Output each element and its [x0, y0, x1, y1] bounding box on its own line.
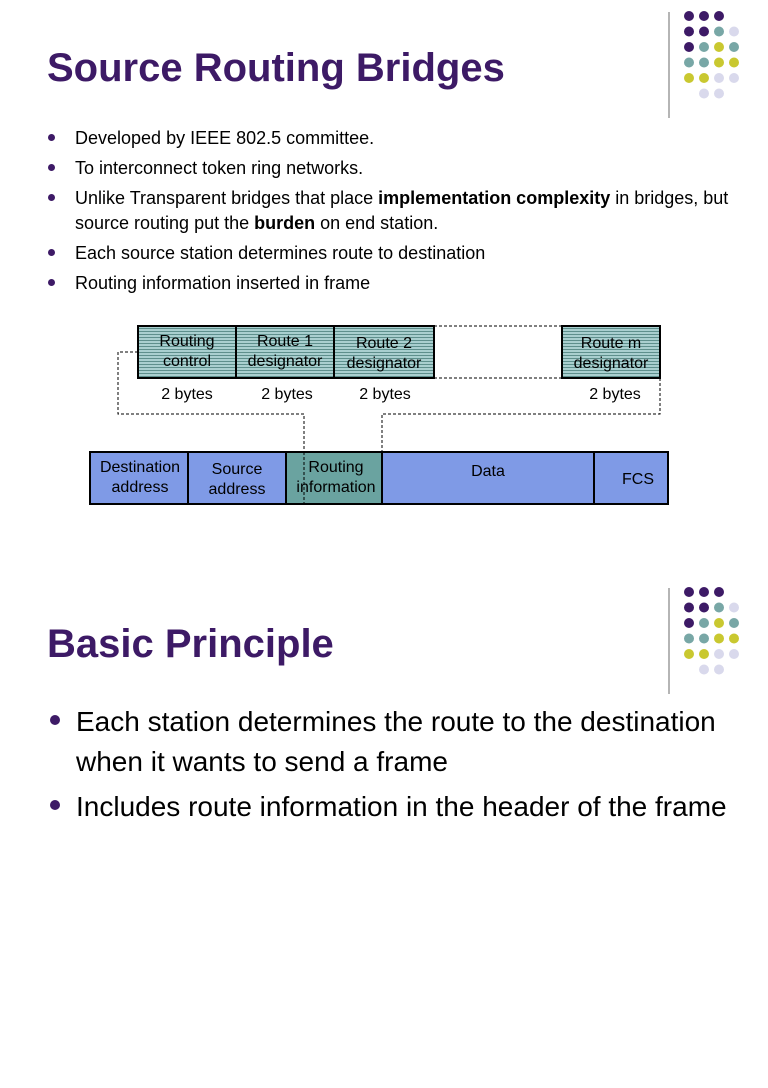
- decorative-dot: [714, 649, 724, 659]
- bullet-text: Routing information inserted in frame: [75, 273, 371, 293]
- slide-title: Source Routing Bridges: [47, 46, 505, 90]
- field-label: Destination: [99, 459, 181, 476]
- field-label: designator: [247, 353, 323, 370]
- bullet-text: on end station.: [315, 213, 439, 233]
- bullet-text: Each source station determines route to destination: [75, 243, 486, 263]
- decorative-dot: [684, 27, 694, 37]
- field-label: information: [296, 479, 376, 496]
- decorative-dot: [699, 73, 709, 83]
- field-label: Route 2: [355, 335, 413, 352]
- bullet-text: Each station determines the route to the destination when it wants to send a frame: [76, 706, 716, 777]
- bullet-item: [48, 271, 738, 296]
- decorative-dot: [684, 618, 694, 628]
- decorative-dot: [714, 587, 724, 597]
- route-2-designator-field: [334, 328, 434, 380]
- bullet-item: [48, 787, 728, 827]
- decorative-dot: [714, 665, 724, 675]
- field-label: Route 1: [256, 333, 314, 350]
- decorative-dots-icon: [680, 10, 760, 106]
- destination-address-field: [90, 452, 190, 504]
- decorative-dot: [699, 58, 709, 68]
- decorative-dot: [699, 649, 709, 659]
- decorative-dot: [714, 11, 724, 21]
- decorative-dot: [729, 27, 739, 37]
- slide-source-routing-bridges: [0, 0, 768, 512]
- data-field: [382, 446, 594, 498]
- decorative-dot: [684, 11, 694, 21]
- decorative-dot: [714, 603, 724, 613]
- decorative-dot: [684, 603, 694, 613]
- slide-title: Basic Principle: [47, 622, 334, 666]
- bullet-item: [48, 186, 738, 236]
- field-label: FCS: [622, 471, 654, 488]
- field-label: Source: [211, 461, 263, 478]
- bullet-text: in bridges, but source routing put the: [75, 188, 729, 233]
- field-label: designator: [573, 355, 649, 372]
- decorative-dot: [684, 649, 694, 659]
- decorative-dots-icon: [680, 586, 760, 682]
- field-label: designator: [346, 355, 422, 372]
- field-size-label: 2 bytes: [589, 386, 641, 403]
- source-address-field: [188, 454, 286, 506]
- field-label: Routing: [159, 333, 215, 350]
- decorative-dot: [699, 618, 709, 628]
- decorative-dot: [699, 587, 709, 597]
- decorative-dot: [729, 42, 739, 52]
- bullet-list: [48, 702, 728, 832]
- decorative-dot: [684, 73, 694, 83]
- decorative-dot: [684, 587, 694, 597]
- decorative-dot: [699, 603, 709, 613]
- route-1-designator-field: [236, 326, 334, 378]
- title-divider-line: [668, 12, 670, 118]
- route-m-designator-field: [562, 328, 660, 380]
- slide-basic-principle: [0, 576, 768, 1088]
- decorative-dot: [714, 42, 724, 52]
- routing-control-field: [138, 326, 236, 378]
- decorative-dot: [699, 42, 709, 52]
- decorative-dot: [729, 618, 739, 628]
- fcs-field: [594, 454, 682, 506]
- field-label: address: [208, 481, 266, 498]
- bullet-item: [48, 156, 738, 181]
- decorative-dot: [714, 634, 724, 644]
- field-label: address: [111, 479, 169, 496]
- bullet-list: [48, 126, 738, 301]
- bullet-item: [48, 241, 738, 266]
- decorative-dot: [684, 58, 694, 68]
- decorative-dot: [684, 42, 694, 52]
- decorative-dot: [729, 603, 739, 613]
- bold-phrase: burden: [254, 213, 316, 233]
- decorative-dot: [699, 665, 709, 675]
- decorative-dot: [699, 11, 709, 21]
- decorative-dot: [699, 89, 709, 99]
- decorative-dot: [729, 73, 739, 83]
- field-size-label: 2 bytes: [359, 386, 411, 403]
- decorative-dot: [699, 27, 709, 37]
- decorative-dot: [699, 634, 709, 644]
- decorative-dot: [729, 58, 739, 68]
- bullet-text: To interconnect token ring networks.: [75, 158, 364, 178]
- field-size-label: 2 bytes: [261, 386, 313, 403]
- bold-phrase: implementation complexity: [378, 188, 611, 208]
- bullet-text: Developed by IEEE 802.5 committee.: [75, 128, 375, 148]
- field-label: Routing: [308, 459, 364, 476]
- decorative-dot: [714, 27, 724, 37]
- bullet-text: Unlike Transparent bridges that place: [75, 188, 379, 208]
- field-label: Data: [471, 463, 505, 480]
- field-label: control: [162, 353, 212, 370]
- decorative-dot: [714, 618, 724, 628]
- field-size-label: 2 bytes: [161, 386, 213, 403]
- field-label: Route m: [580, 335, 642, 352]
- routing-information-field: [286, 452, 386, 504]
- decorative-dot: [714, 73, 724, 83]
- decorative-dot: [714, 89, 724, 99]
- decorative-dot: [729, 649, 739, 659]
- decorative-dot: [684, 634, 694, 644]
- title-divider-line: [668, 588, 670, 694]
- bullet-text: Includes route information in the header of the frame: [76, 791, 727, 822]
- decorative-dot: [729, 634, 739, 644]
- frame-format-diagram: [86, 320, 676, 510]
- bullet-item: [48, 702, 728, 782]
- decorative-dot: [714, 58, 724, 68]
- bullet-item: [48, 126, 738, 151]
